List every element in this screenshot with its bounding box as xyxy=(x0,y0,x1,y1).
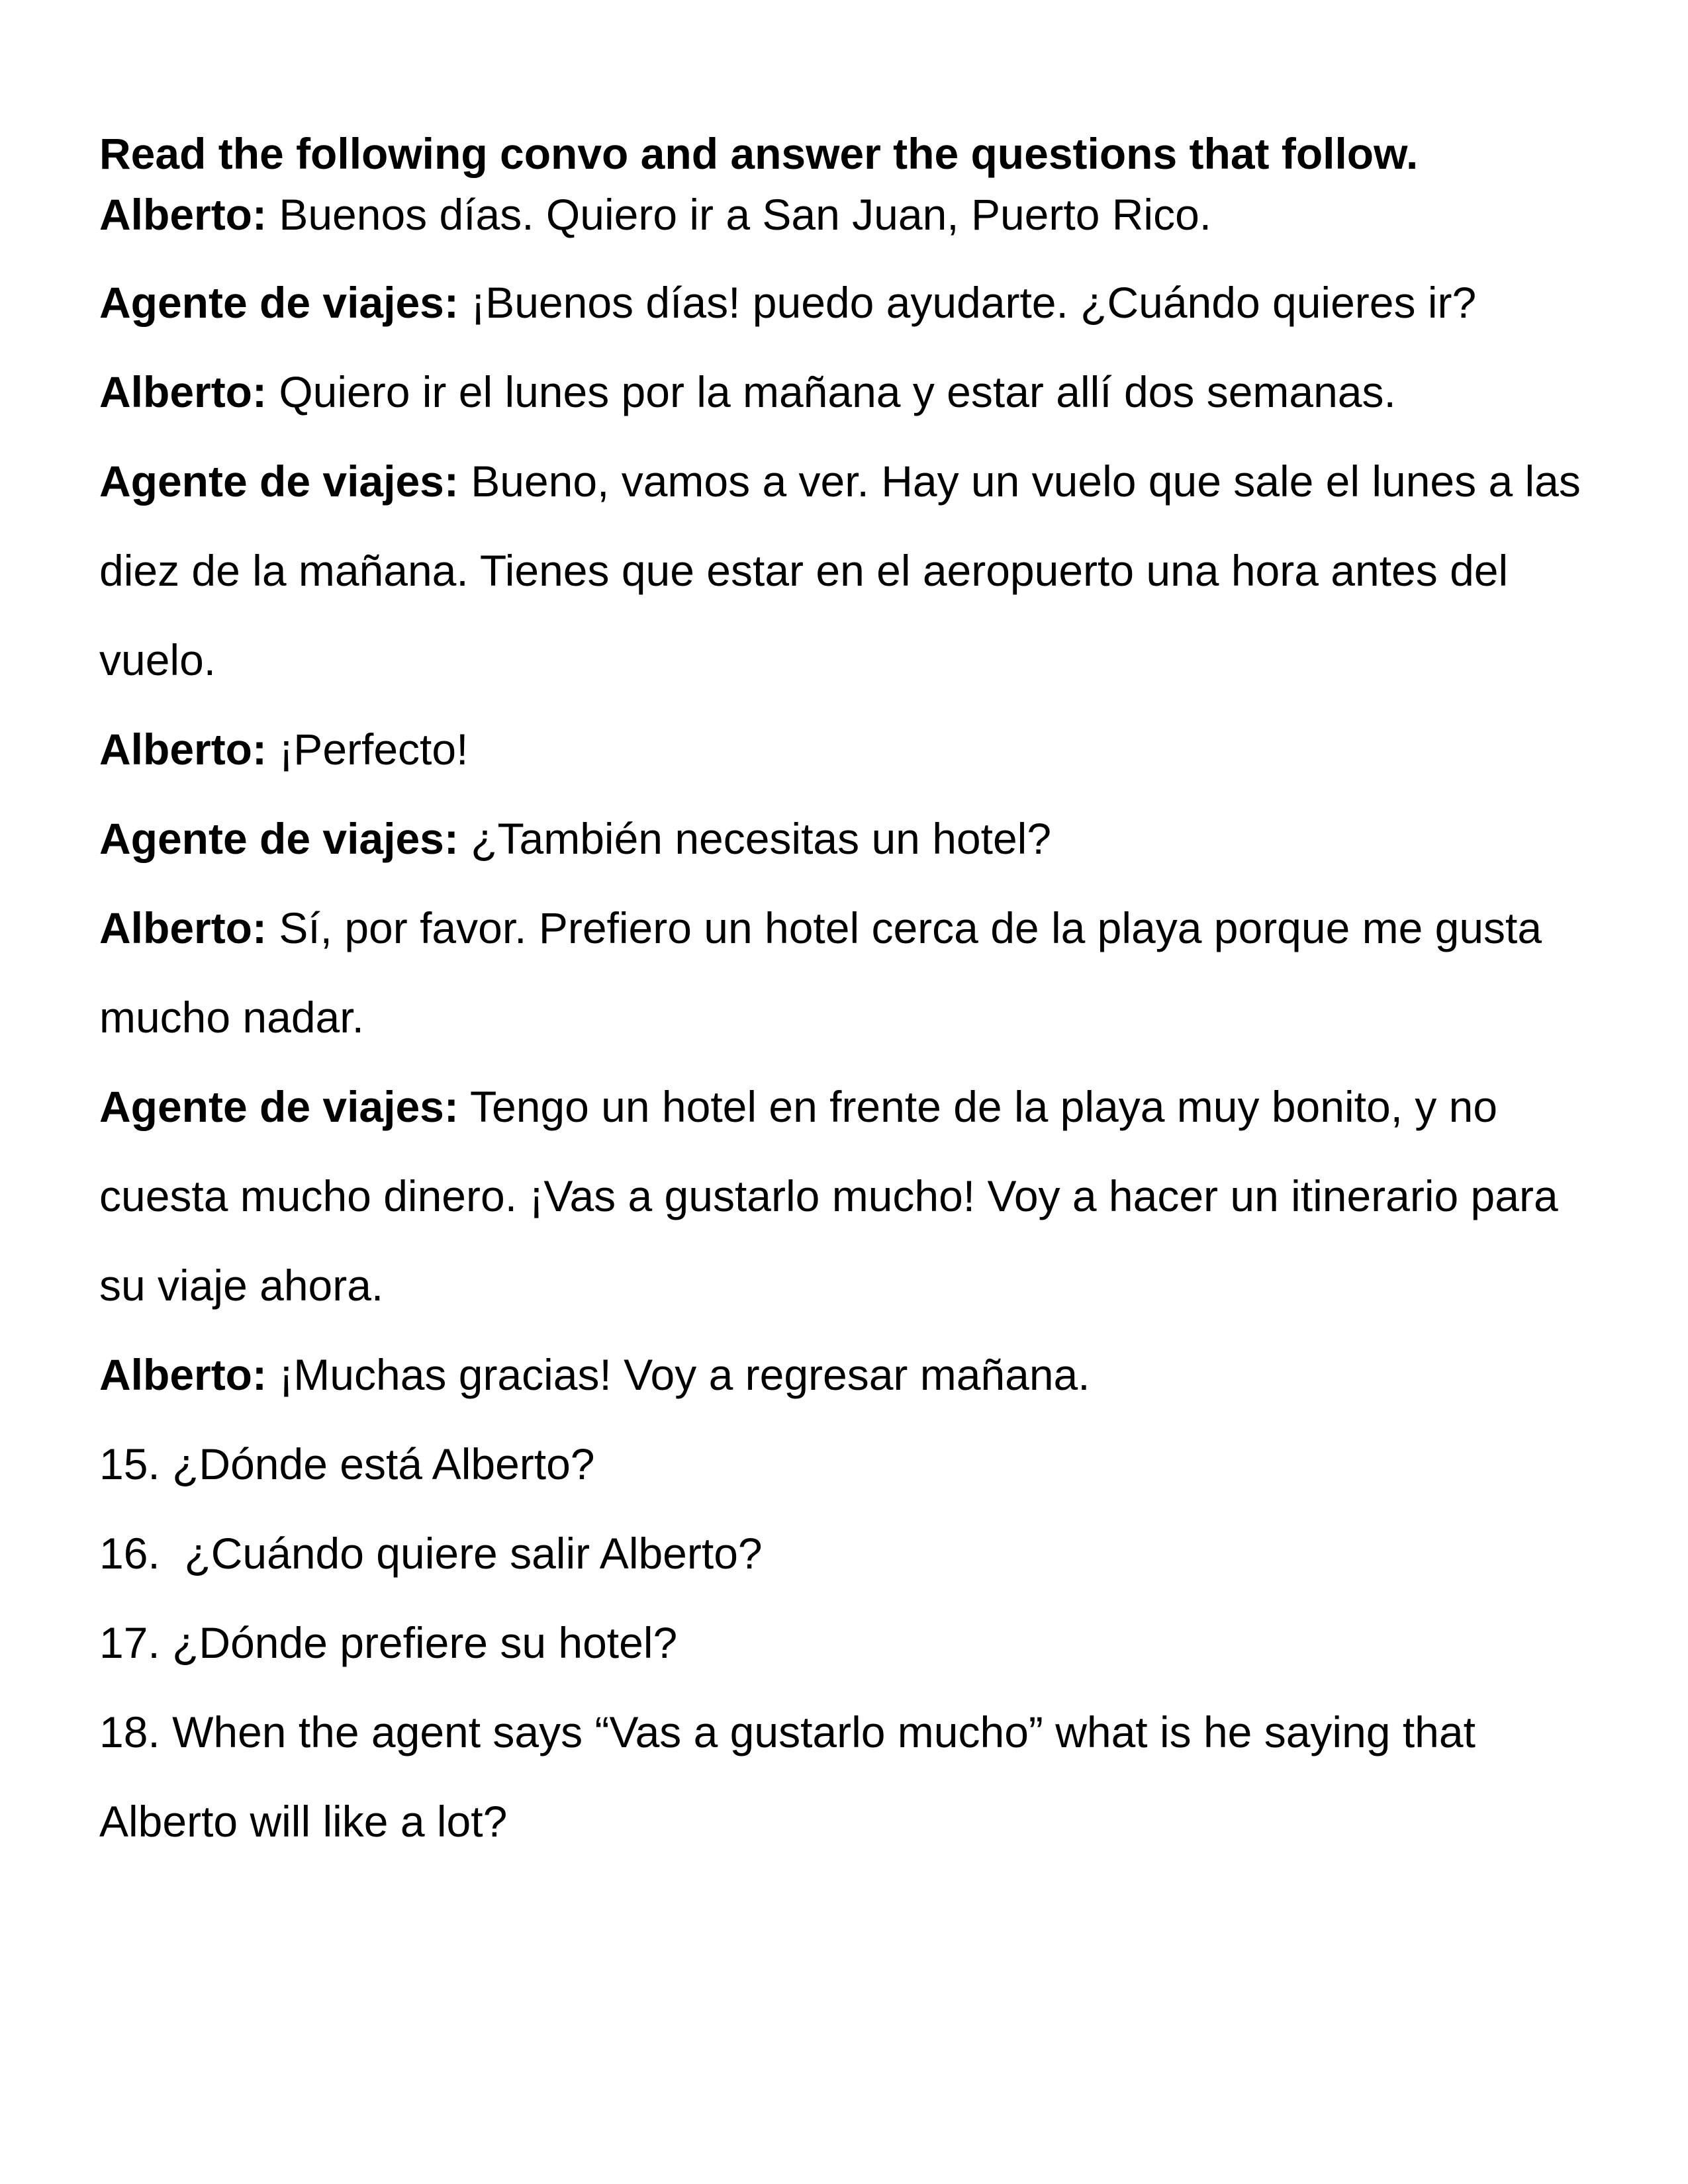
question-text: ¿Dónde está Alberto? xyxy=(172,1439,595,1488)
dialogue xyxy=(99,184,1589,1420)
dialogue-line xyxy=(99,1330,1589,1420)
dialogue-line xyxy=(99,794,1589,884)
question-text: ¿Dónde prefiere su hotel? xyxy=(172,1618,678,1667)
question-text: ¿Cuándo quiere salir Alberto? xyxy=(184,1529,763,1578)
question-item xyxy=(99,1598,1589,1688)
question-list xyxy=(99,1420,1589,1866)
dialogue-text: ¿También necesitas un hotel? xyxy=(458,814,1052,863)
dialogue-line xyxy=(99,347,1589,437)
dialogue-text: Tengo un hotel en frente de la playa muy bonito, y no cuesta mucho dinero. ¡Vas a gustarlo mucho! Voy a hacer un itinerario para su viaje ahora. xyxy=(99,1082,1558,1310)
dialogue-text: Bueno, vamos a ver. Hay un vuelo que sale el lunes a las diez de la mañana. Tienes que estar en el aeropuerto una hora antes del vuelo. xyxy=(99,457,1581,684)
speaker-label: Agente de viajes: xyxy=(99,814,459,863)
speaker-label: Agente de viajes: xyxy=(99,457,459,506)
speaker-label: Alberto: xyxy=(99,1350,267,1399)
dialogue-text: ¡Perfecto! xyxy=(266,725,469,774)
question-item xyxy=(99,1509,1589,1598)
dialogue-line xyxy=(99,705,1589,794)
question-number: 15. xyxy=(99,1439,173,1488)
instructions-heading: Read the following convo and answer the questions that follow. xyxy=(99,129,1419,178)
dialogue-text: ¡Muchas gracias! Voy a regresar mañana. xyxy=(266,1350,1090,1399)
dialogue-text: Sí, por favor. Prefiero un hotel cerca de la playa porque me gusta mucho nadar. xyxy=(99,903,1542,1042)
dialogue-line xyxy=(99,184,1589,245)
speaker-label: Agente de viajes: xyxy=(99,278,459,327)
document-page xyxy=(99,123,1589,1866)
dialogue-text: Buenos días. Quiero ir a San Juan, Puerto Rico. xyxy=(266,190,1212,239)
speaker-label: Alberto: xyxy=(99,725,267,774)
question-number: 17. xyxy=(99,1618,173,1667)
dialogue-line xyxy=(99,258,1589,347)
speaker-label: Agente de viajes: xyxy=(99,1082,459,1131)
question-number: 16. xyxy=(99,1529,185,1578)
dialogue-line xyxy=(99,884,1589,1062)
speaker-label: Alberto: xyxy=(99,903,267,952)
dialogue-line xyxy=(99,1062,1589,1330)
dialogue-text: Quiero ir el lunes por la mañana y estar allí dos semanas. xyxy=(266,367,1396,416)
question-number: 18. xyxy=(99,1707,173,1756)
speaker-label: Alberto: xyxy=(99,367,267,416)
question-item xyxy=(99,1420,1589,1509)
dialogue-line xyxy=(99,437,1589,705)
question-text: When the agent says “Vas a gustarlo mucho” what is he saying that Alberto will like a lot? xyxy=(99,1707,1476,1846)
dialogue-text: ¡Buenos días! puedo ayudarte. ¿Cuándo quieres ir? xyxy=(458,278,1477,327)
question-item xyxy=(99,1688,1589,1866)
speaker-label: Alberto: xyxy=(99,190,267,239)
